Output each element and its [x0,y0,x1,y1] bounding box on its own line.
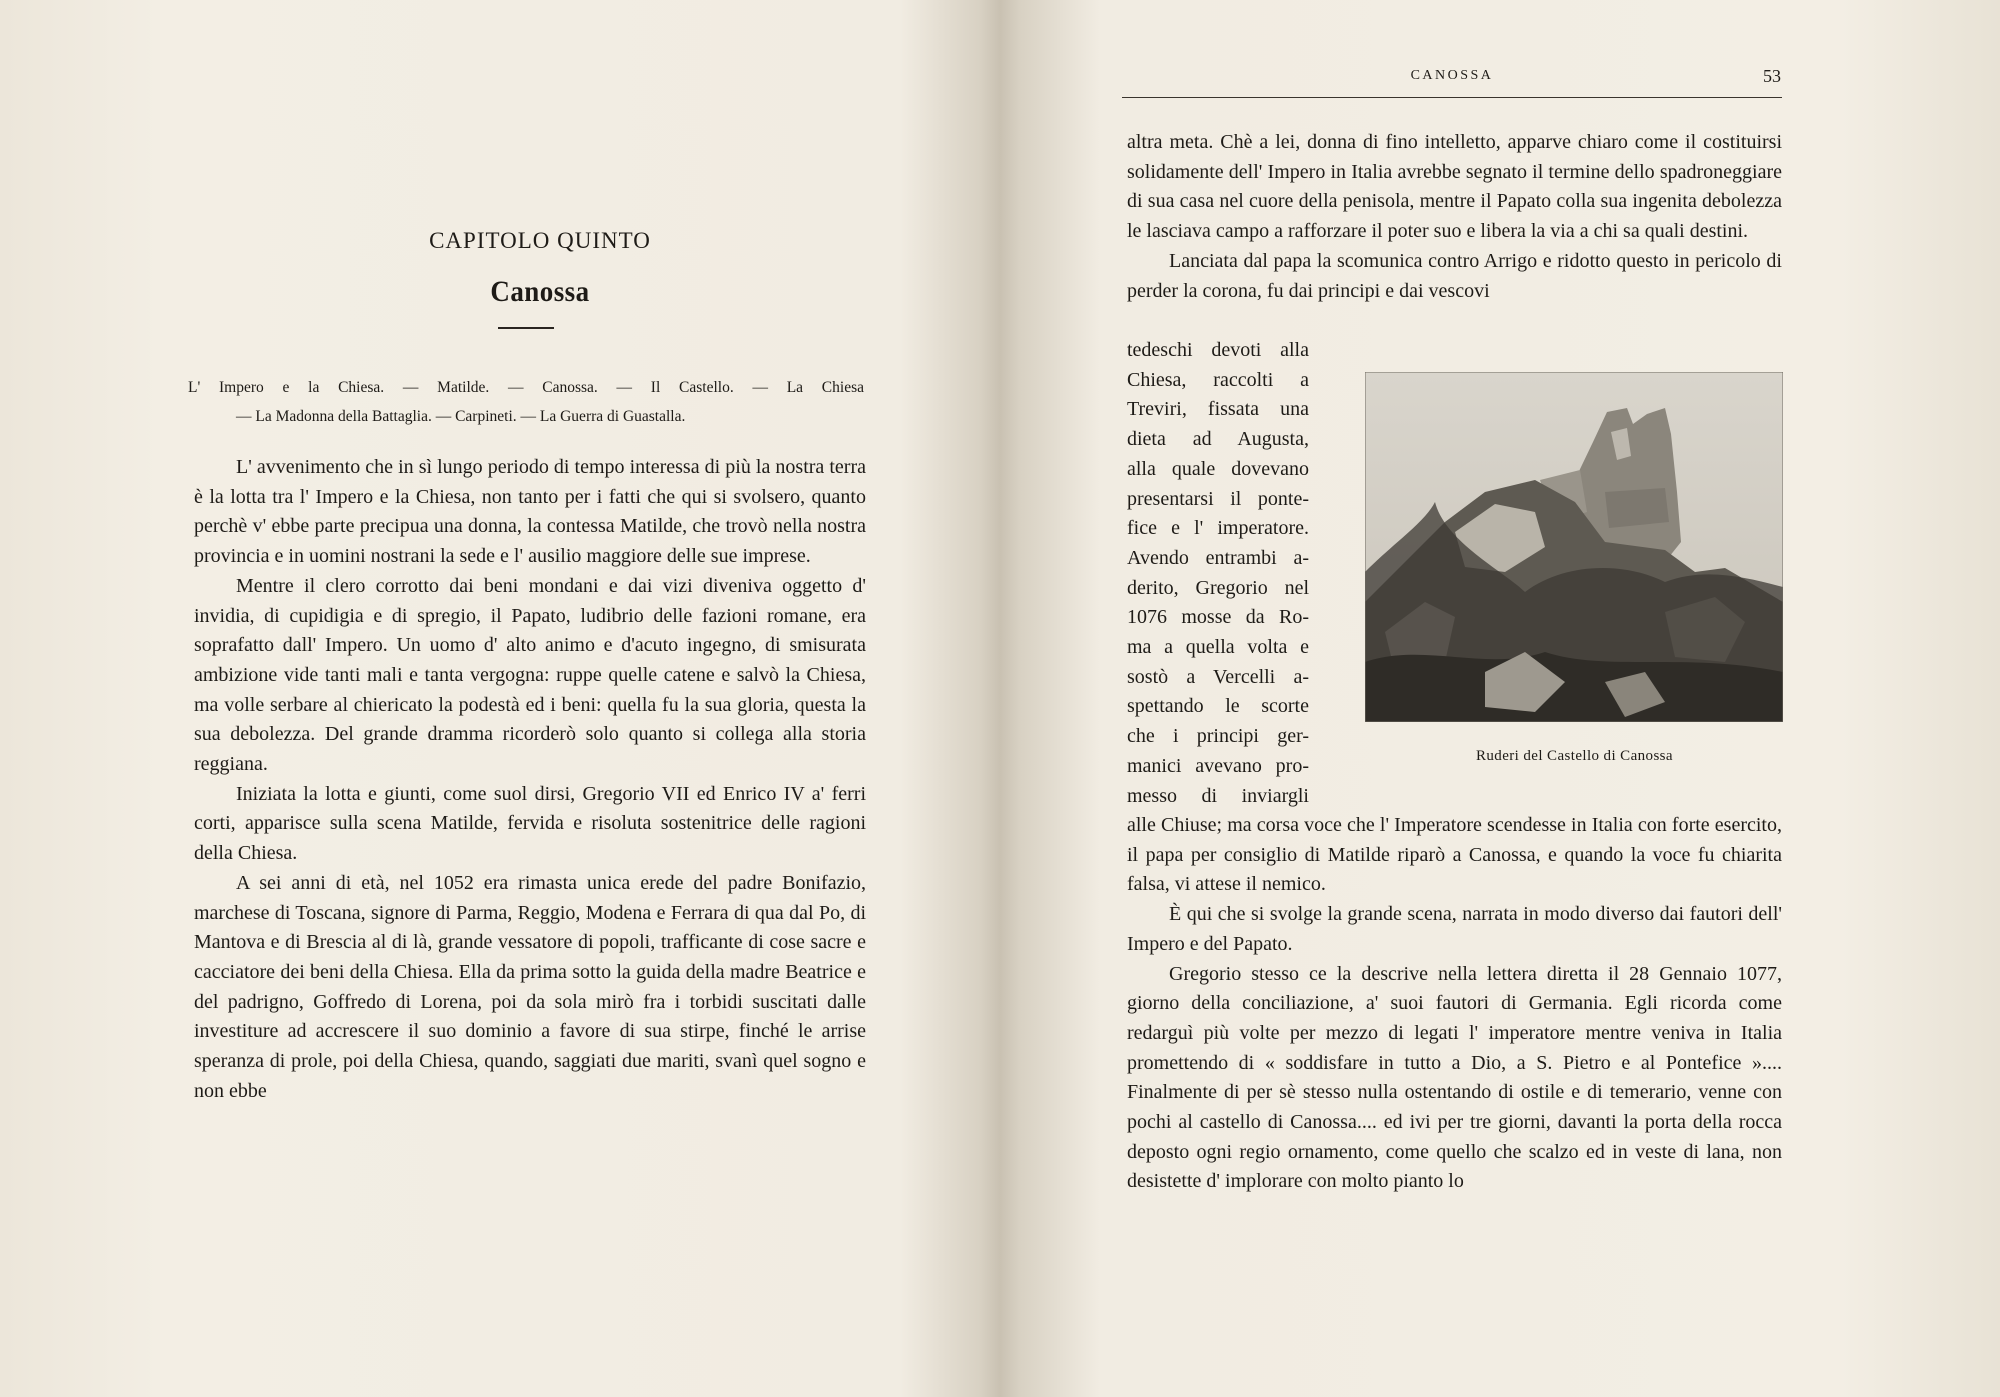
paragraph: L' avvenimento che in sì lungo periodo di tempo interessa di più la nostra terra è la lotta tra l' Impero e la Chiesa, non tanto per i fatti che qui si svolsero, quanto perchè v' ebbe parte precipua una donna, la contessa Matilde, che trovò nella nostra provincia e in uomini nostrani la sede e l' ausilio maggiore delle sue imprese. [194,456,866,568]
text-line: derito, Gregorio nel [1127,576,1309,599]
paragraph: Lanciata dal papa la scomunica contro Arrigo e ridotto questo in pericolo di perder la corona, fu dai principi e dai vescovi [1127,249,1782,302]
text-line: spettando le scorte [1127,695,1309,718]
chapter-summary [188,373,864,431]
text-line: tedeschi devoti alla [1127,339,1309,361]
text-line: 1076 mosse da Ro- [1127,606,1309,629]
text-line: fice e l' imperatore. [1127,517,1309,540]
text-beside-figure [1127,336,1309,811]
paragraph: A sei anni di età, nel 1052 era rimasta unica erede del padre Bonifazio, marchese di Toscana, signore di Parma, Reggio, Modena e Ferrara di qua dal Po, di Mantova e di Brescia al di là, grande vessatore di popoli, trafficante di cose sacre e cacciatore dei beni della Chiesa. Ella da prima sotto la guida della madre Beatrice e del padrigno, Goffredo di Lorena, poi da sola mirò fra i torbidi suscitati dalle investiture ad accrescere il suo dominio a favore di sua stirpe, finché le arrise speranza di prole, poi della Chiesa, quando, saggiati due mariti, svanì quel sogno e non ebbe [194,871,866,1102]
figure-caption: Ruderi del Castello di Canossa [1476,748,1673,764]
castle-ruins-photo [1365,372,1783,722]
right-bottom-text [1127,811,1782,1197]
left-page [0,0,985,1397]
summary-line-1: L' Impero e la Chiesa. — Matilde. — Canossa. — Il Castello. — La Chiesa [188,379,864,396]
chapter-label: CAPITOLO QUINTO [429,228,651,253]
text-line: ma a quella volta e [1127,636,1309,659]
left-body-text [194,453,866,1106]
title-rule [498,327,554,329]
castle-ruins-image [1365,372,1783,722]
page-number: 53 [1763,66,1781,86]
right-page [985,0,2000,1397]
text-line: messo di inviargli [1127,784,1309,807]
paragraph: Gregorio stesso ce la descrive nella lettera diretta il 28 Gennaio 1077, giorno della conciliazione, a' suoi fautori di Germania. Egli ricorda come redarguì più volte per mezzo di legati l' imperatore mentre veniva in Italia promettendo di « soddisfare in tutto a Dio, a S. Pietro e al Pontefice ».... Finalmente di per sè stesso nulla ostentando di ostile e di temerario, venne con pochi al castello di Canossa.... ed ivi per tre giorni, davanti la porta della rocca deposto ogni regio ornamento, come quello che scalzo ed in veste di lana, non desistette d' implorare con molto pianto lo [1127,962,1782,1193]
text-line: Chiesa, raccolti a [1127,368,1309,391]
text-line: sostò a Vercelli a- [1127,665,1309,688]
summary-line-2: — La Madonna della Battaglia. — Carpineti. — La Guerra di Guastalla. [236,408,686,425]
text-line: manici avevano pro- [1127,754,1309,777]
text-line: dieta ad Augusta, [1127,428,1309,451]
paragraph: alle Chiuse; ma corsa voce che l' Imperatore scendesse in Italia con forte esercito, il papa per consiglio di Matilde riparò a Canossa, e quando la voce fu chiarita falsa, vi attese il nemico. [1127,814,1782,896]
paragraph: Mentre il clero corrotto dai beni mondani e dai vizi diveniva oggetto d' invidia, di cupidigia e di spregio, il Papato, ludibrio delle fazioni romane, era soprafatto dall' Impero. Un uomo d' alto animo e d'acuto ingegno, di smisurata ambizione vide tanti mali e tanta vergogna: ruppe quelle catene e salvò la Chiesa, ma volle serbare al chiericato la podestà ed i beni: quella fu la sua gloria, questa la sua debolezza. Del grande dramma ricorderò solo quanto si collega alla storia reggiana. [194,574,866,776]
right-top-text [1127,128,1782,306]
text-line: che i principi ger- [1127,725,1309,748]
chapter-title: Canossa [490,275,590,308]
running-head: CANOSSA [1410,68,1494,83]
text-line: alla quale dovevano [1127,457,1309,480]
text-line: Treviri, fissata una [1127,398,1309,421]
paragraph: È qui che si svolge la grande scena, narrata in modo diverso dai fautori dell' Impero e del Papato. [1127,903,1782,955]
header-rule [1122,97,1782,98]
text-line: Avendo entrambi a- [1127,546,1309,569]
paragraph: altra meta. Chè a lei, donna di fino intelletto, apparve chiaro come il costituirsi solidamente dell' Impero in Italia avrebbe segnato il termine dello spadroneggiare di sua casa nel cuore della penisola, mentre il Papato colla sua ingenita debolezza le lasciava campo a rafforzare il poter suo e libera la via a chi sa quali destini. [1127,131,1782,243]
paragraph: Iniziata la lotta e giunti, come suol dirsi, Gregorio VII ed Enrico IV a' ferri corti, apparisce sulla scena Matilde, fervida e risoluta sostenitrice delle ragioni della Chiesa. [194,782,866,865]
text-line: presentarsi il ponte- [1127,487,1309,510]
